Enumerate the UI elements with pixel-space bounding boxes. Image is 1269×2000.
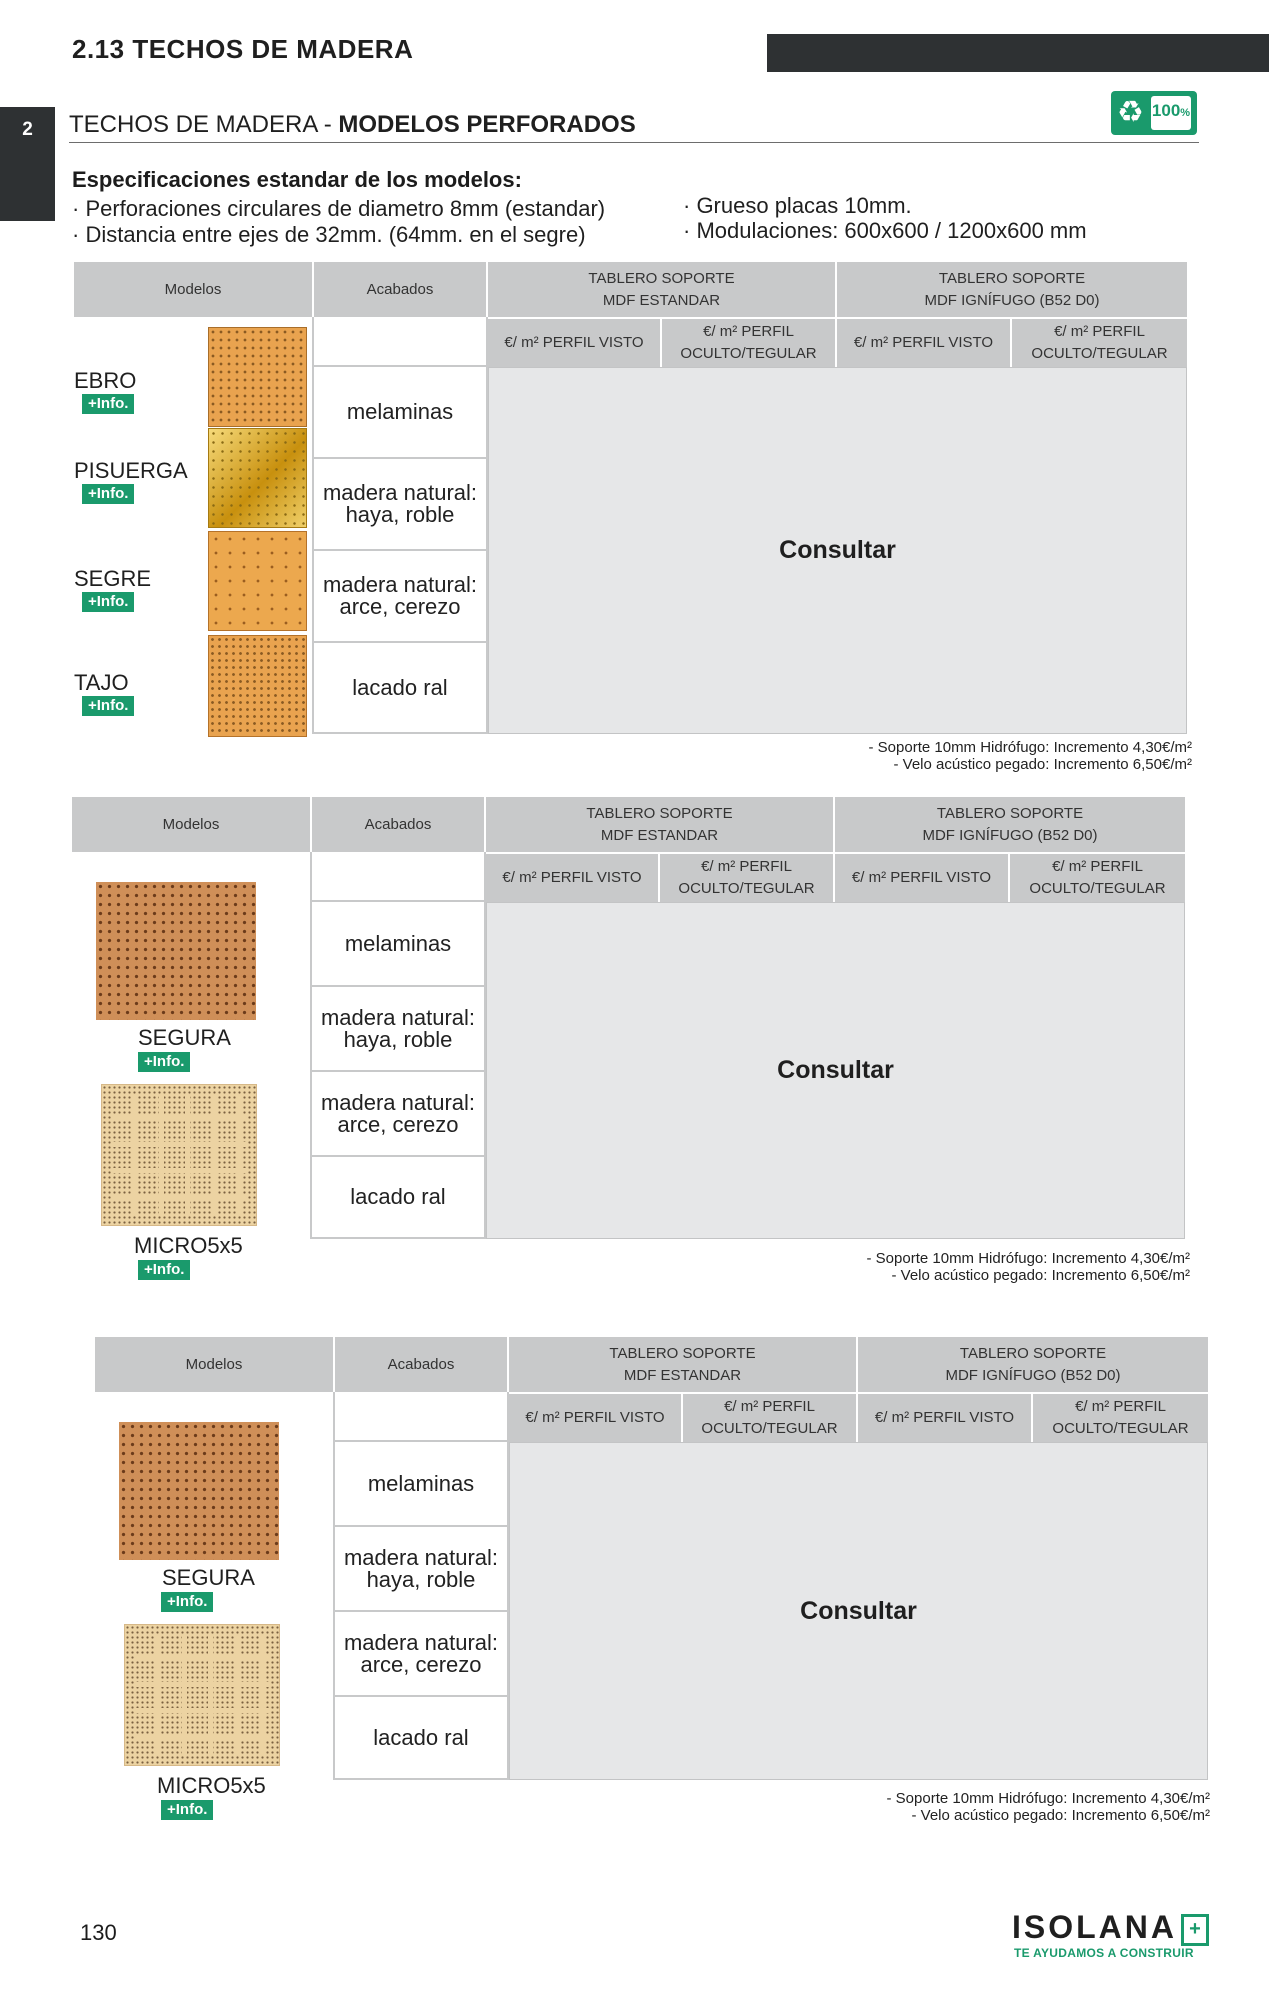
swatch-ebro xyxy=(208,327,307,427)
swatch-pisuerga xyxy=(208,428,307,528)
subheader-hidden-fireproof: €/ m² PERFIL OCULTO/TEGULAR xyxy=(1010,852,1185,902)
page-title: 2.13 TECHOS DE MADERA xyxy=(72,34,414,64)
brand-tagline: TE AYUDAMOS A CONSTRUIR xyxy=(1014,1946,1194,1960)
model-name-micro5x5: MICRO5x5 xyxy=(157,1773,266,1798)
spec-right-line-1: · Grueso placas 10mm. xyxy=(683,193,912,218)
note-hydrofugo: - Soporte 10mm Hidrófugo: Incremento 4,30€/m² xyxy=(866,1250,1190,1267)
header-mdf-standard: TABLERO SOPORTE MDF ESTANDAR xyxy=(486,797,835,852)
info-link-pisuerga[interactable]: +Info. xyxy=(82,484,134,504)
chapter-tab: 2 xyxy=(0,107,55,221)
header-mdf-standard: TABLERO SOPORTE MDF ESTANDAR xyxy=(488,262,837,317)
model-name-segura: SEGURA xyxy=(138,1025,231,1050)
info-link-segura[interactable]: +Info. xyxy=(138,1052,190,1072)
info-link-segura[interactable]: +Info. xyxy=(161,1592,213,1612)
swatch-segre xyxy=(208,531,307,631)
finish-lacado-ral: lacado ral xyxy=(314,641,486,734)
finish-haya-roble: madera natural: haya, roble xyxy=(335,1525,507,1610)
model-name-tajo: TAJO xyxy=(74,670,129,695)
subheader-hidden-standard: €/ m² PERFIL OCULTO/TEGULAR xyxy=(662,317,837,367)
subheader-visible-fireproof: €/ m² PERFIL VISTO xyxy=(837,317,1012,367)
subheader-visible-standard: €/ m² PERFIL VISTO xyxy=(488,317,662,367)
finish-lacado-ral: lacado ral xyxy=(335,1695,507,1780)
info-link-tajo[interactable]: +Info. xyxy=(82,696,134,716)
finish-arce-cerezo: madera natural: arce, cerezo xyxy=(312,1070,484,1155)
section-divider xyxy=(69,142,1199,143)
recycled-badge xyxy=(1111,91,1197,135)
subheader-visible-fireproof: €/ m² PERFIL VISTO xyxy=(835,852,1010,902)
section-title xyxy=(69,111,636,139)
recycled-percentage: 100% xyxy=(1151,96,1191,130)
subheader-hidden-standard: €/ m² PERFIL OCULTO/TEGULAR xyxy=(683,1392,858,1442)
spec-right-line-2: · Modulaciones: 600x600 / 1200x600 mm xyxy=(683,218,1087,243)
info-link-segre[interactable]: +Info. xyxy=(82,592,134,612)
model-name-segre: SEGRE xyxy=(74,566,152,591)
note-hydrofugo: - Soporte 10mm Hidrófugo: Incremento 4,30€/m² xyxy=(868,739,1192,756)
finish-arce-cerezo: madera natural: arce, cerezo xyxy=(335,1610,507,1695)
swatch-tajo xyxy=(208,635,307,737)
consult-cell: Consultar xyxy=(488,367,1187,734)
header-finishes: Acabados xyxy=(335,1337,509,1392)
subheader-hidden-fireproof: €/ m² PERFIL OCULTO/TEGULAR xyxy=(1033,1392,1208,1442)
swatch-segura xyxy=(119,1422,279,1560)
finish-arce-cerezo: madera natural: arce, cerezo xyxy=(314,549,486,641)
model-name-segura: SEGURA xyxy=(162,1565,255,1590)
note-velo: - Velo acústico pegado: Incremento 6,50€/m² xyxy=(893,756,1192,773)
info-link-micro5x5[interactable]: +Info. xyxy=(138,1260,190,1280)
header-mdf-fireproof: TABLERO SOPORTE MDF IGNÍFUGO (B52 D0) xyxy=(835,797,1185,852)
header-models: Modelos xyxy=(95,1337,335,1392)
finish-melaminas: melaminas xyxy=(312,900,484,985)
subheader-visible-standard: €/ m² PERFIL VISTO xyxy=(486,852,660,902)
spec-left-line-2: · Distancia entre ejes de 32mm. (64mm. en el segre) xyxy=(72,222,586,247)
section-title-bold: MODELOS PERFORADOS xyxy=(338,111,636,138)
header-dark-bar xyxy=(767,34,1269,72)
model-name-micro5x5: MICRO5x5 xyxy=(134,1233,243,1258)
spec-left-line-1: · Perforaciones circulares de diametro 8mm (estandar) xyxy=(72,196,606,221)
header-models: Modelos xyxy=(72,797,312,852)
finish-lacado-ral: lacado ral xyxy=(312,1155,484,1239)
subheader-hidden-fireproof: €/ m² PERFIL OCULTO/TEGULAR xyxy=(1012,317,1187,367)
section-title-light: TECHOS DE MADERA - xyxy=(69,111,339,138)
subheader-hidden-standard: €/ m² PERFIL OCULTO/TEGULAR xyxy=(660,852,835,902)
swatch-micro5x5 xyxy=(101,1084,257,1226)
subheader-visible-standard: €/ m² PERFIL VISTO xyxy=(509,1392,683,1442)
subheader-visible-fireproof: €/ m² PERFIL VISTO xyxy=(858,1392,1033,1442)
consult-cell: Consultar xyxy=(509,1442,1208,1780)
note-hydrofugo: - Soporte 10mm Hidrófugo: Incremento 4,30€/m² xyxy=(886,1790,1210,1807)
page-number: 130 xyxy=(80,1920,117,1945)
header-finishes: Acabados xyxy=(312,797,486,852)
swatch-segura xyxy=(96,882,256,1020)
info-link-micro5x5[interactable]: +Info. xyxy=(161,1800,213,1820)
note-velo: - Velo acústico pegado: Incremento 6,50€/m² xyxy=(891,1267,1190,1284)
finish-melaminas: melaminas xyxy=(314,365,486,457)
model-name-ebro: EBRO xyxy=(74,368,137,393)
header-models: Modelos xyxy=(74,262,314,317)
consult-cell: Consultar xyxy=(486,902,1185,1239)
finish-haya-roble: madera natural: haya, roble xyxy=(312,985,484,1070)
brand-logo xyxy=(1012,1909,1209,1946)
finish-haya-roble: madera natural: haya, roble xyxy=(314,457,486,549)
note-velo: - Velo acústico pegado: Incremento 6,50€/m² xyxy=(911,1807,1210,1824)
header-mdf-fireproof: TABLERO SOPORTE MDF IGNÍFUGO (B52 D0) xyxy=(858,1337,1208,1392)
swatch-micro5x5 xyxy=(124,1624,280,1766)
header-finishes: Acabados xyxy=(314,262,488,317)
model-name-pisuerga: PISUERGA xyxy=(74,458,188,483)
recycle-icon: ♻ xyxy=(1117,96,1144,129)
header-mdf-standard: TABLERO SOPORTE MDF ESTANDAR xyxy=(509,1337,858,1392)
brand-plus-icon: + xyxy=(1181,1914,1209,1946)
specs-title: Especificaciones estandar de los modelos: xyxy=(72,167,522,192)
header-mdf-fireproof: TABLERO SOPORTE MDF IGNÍFUGO (B52 D0) xyxy=(837,262,1187,317)
brand-name: ISOLANA xyxy=(1012,1909,1177,1945)
info-link-ebro[interactable]: +Info. xyxy=(82,394,134,414)
finish-melaminas: melaminas xyxy=(335,1440,507,1525)
